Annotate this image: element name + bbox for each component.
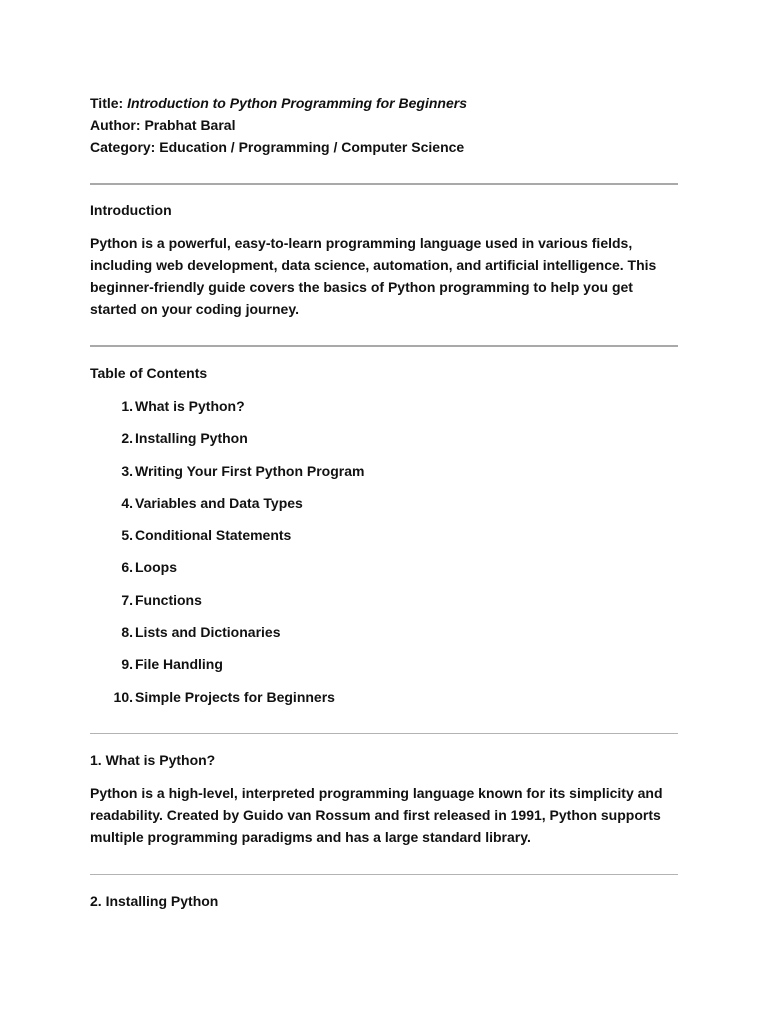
meta-author-line [90, 114, 235, 136]
toc-item-number: 2. [121, 430, 133, 447]
toc-item-number: 4. [121, 494, 133, 511]
meta-category-value: Education / Programming / Computer Science [159, 139, 465, 155]
meta-title-value: Introduction to Python Programming for Beginners [127, 95, 467, 111]
toc-item-label: Conditional Statements [135, 527, 292, 544]
meta-author-label: Author: [90, 117, 141, 133]
toc-item-number: 9. [121, 656, 133, 673]
section-1-heading: 1. What is Python? [90, 752, 216, 768]
toc-item-label: Writing Your First Python Program [135, 462, 365, 479]
divider-4 [90, 874, 678, 875]
section-2-heading: 2. Installing Python [90, 893, 219, 909]
divider-1 [90, 183, 678, 185]
toc-item-label: What is Python? [135, 398, 245, 414]
meta-title-line [90, 92, 467, 114]
introduction-body: Python is a powerful, easy-to-learn programming language used in various fields, including web development, data science, automation, and artificial intelligence. This beginner-friendly guide covers the basics of Python programming to help you get started on your coding journey. [90, 235, 657, 317]
toc-item-label: Installing Python [135, 430, 248, 447]
toc-item-number: 1. [121, 398, 133, 414]
meta-author-value: Prabhat Baral [144, 117, 236, 133]
toc-item-label: Functions [135, 591, 202, 608]
toc-item-label: File Handling [135, 656, 223, 673]
toc-item-number: 10. [113, 688, 133, 705]
toc-item-number: 7. [121, 591, 133, 608]
toc-item-label: Lists and Dictionaries [135, 624, 281, 641]
divider-3 [90, 733, 678, 734]
toc-item-label: Variables and Data Types [135, 494, 303, 511]
divider-2 [90, 345, 678, 347]
toc-item-number: 6. [121, 559, 133, 576]
meta-category-label: Category: [90, 139, 156, 155]
introduction-heading: Introduction [90, 202, 172, 218]
section-1-body: Python is a high-level, interpreted programming language known for its simplicity and readability. Created by Guido van Rossum and first released in 1991, Python supports multiple programming paradigms and has a large standard library. [90, 785, 663, 845]
toc-item-number: 3. [121, 462, 133, 479]
meta-title-label: Title: [90, 95, 124, 111]
toc-item-number: 8. [121, 624, 133, 641]
toc-item-label: Simple Projects for Beginners [135, 688, 335, 705]
meta-category-line [90, 136, 464, 158]
toc-item-number: 5. [121, 527, 133, 544]
toc-heading: Table of Contents [90, 365, 208, 381]
toc-item-label: Loops [135, 559, 177, 576]
